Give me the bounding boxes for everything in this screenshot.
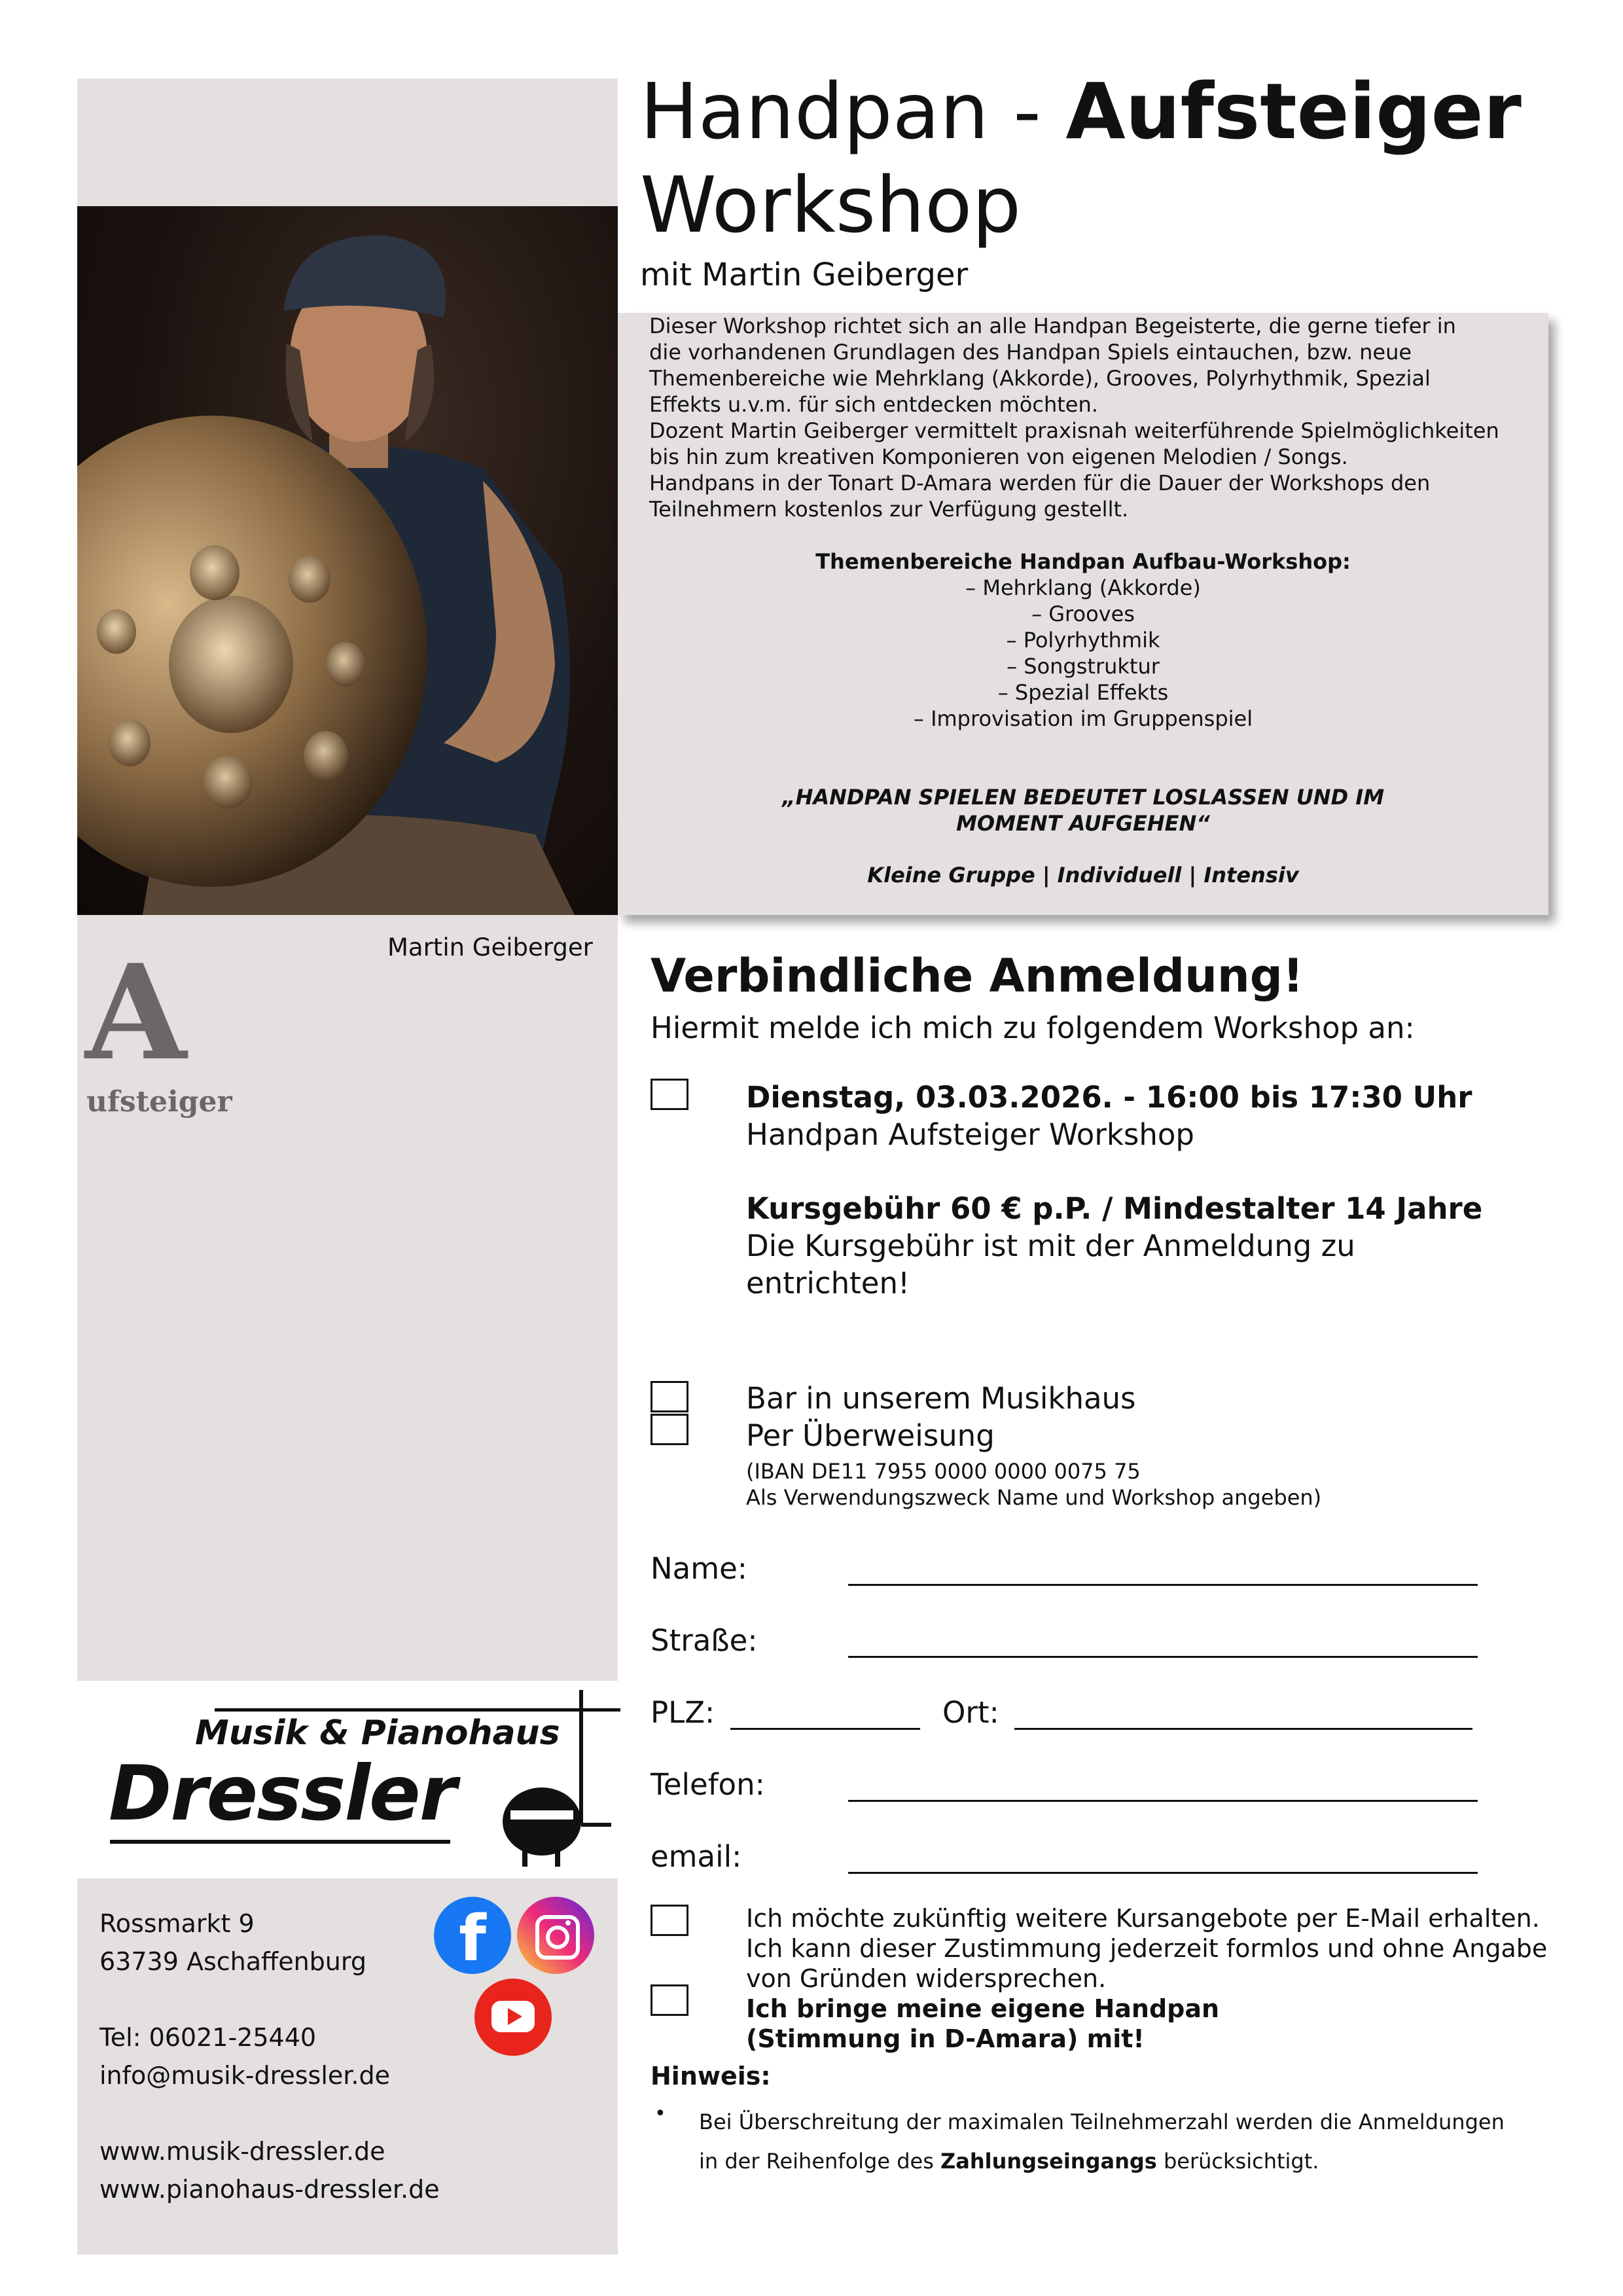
name-field[interactable] — [848, 1584, 1478, 1586]
instagram-icon[interactable] — [517, 1897, 594, 1974]
contact-email[interactable]: info@musik-dressler.de — [99, 2061, 390, 2090]
tagline: Kleine Gruppe | Individuell | Intensiv — [867, 863, 1299, 888]
facebook-icon[interactable]: f — [434, 1897, 511, 1974]
workshop-date: Dienstag, 03.03.2026. - 16:00 bis 17:30 Uhr — [746, 1080, 1472, 1115]
email-label: email: — [651, 1839, 742, 1874]
pay-cash-label: Bar in unserem Musikhaus — [746, 1381, 1136, 1416]
intro-line: Themenbereiche wie Mehrklang (Akkorde), Grooves, Polyrhythmik, Spezial — [649, 366, 1431, 391]
left-panel-middle — [77, 915, 618, 1681]
note-line2-bold: Zahlungseingangs — [940, 2149, 1157, 2174]
plz-field[interactable] — [730, 1728, 920, 1730]
topic-item: – Improvisation im Gruppenspiel — [913, 706, 1253, 731]
name-label: Name: — [651, 1551, 747, 1586]
fee-note-line1: Die Kursgebühr ist mit der Anmeldung zu — [746, 1229, 1355, 1263]
intro-line: bis hin zum kreativen Komponieren von eigenen Melodien / Songs. — [649, 444, 1348, 469]
plz-label: PLZ: — [651, 1695, 715, 1730]
bullet-icon: • — [654, 2102, 666, 2125]
phone-field[interactable] — [848, 1800, 1478, 1802]
youtube-icon[interactable] — [474, 1979, 552, 2056]
topic-item: – Songstruktur — [1007, 654, 1160, 679]
own-handpan-checkbox[interactable] — [651, 1984, 688, 2016]
pay-cash-checkbox[interactable] — [651, 1381, 688, 1412]
address-city: 63739 Aschaffenburg — [99, 1947, 366, 1976]
intro-line: Dieser Workshop richtet sich an alle Handpan Begeisterte, die gerne tiefer in — [649, 314, 1456, 338]
address-street: Rossmarkt 9 — [99, 1909, 255, 1938]
intro-line: Handpans in der Tonart D-Amara werden für die Dauer der Workshops den — [649, 471, 1431, 495]
pay-transfer-checkbox[interactable] — [651, 1414, 688, 1445]
brand-line1: Musik & Pianohaus — [195, 1713, 560, 1753]
dressler-logo — [77, 1681, 618, 1878]
quote-line2: MOMENT AUFGEHEN“ — [956, 811, 1210, 836]
contact-panel — [77, 1878, 618, 2255]
aufsteiger-logo-word: ufsteiger — [86, 1085, 232, 1119]
ort-label: Ort: — [942, 1695, 999, 1730]
ort-field[interactable] — [1014, 1728, 1472, 1730]
street-label: Straße: — [651, 1623, 758, 1658]
topics-list — [618, 548, 1548, 732]
intro-line: Teilnehmern kostenlos zur Verfügung gestellt. — [649, 497, 1129, 522]
topic-item: – Spezial Effekts — [997, 680, 1169, 705]
piano-icon — [483, 1687, 614, 1877]
note-line2 — [699, 2142, 1505, 2181]
quote — [618, 784, 1548, 836]
aufsteiger-logo-letter: A — [85, 936, 187, 1090]
note-title: Hinweis: — [651, 2062, 771, 2090]
newsletter-checkbox[interactable] — [651, 1905, 688, 1936]
quote-line1: „HANDPAN SPIELEN BEDEUTET LOSLASSEN UND IM — [781, 785, 1385, 810]
page-title-line1 — [640, 65, 1522, 157]
note-line2-pre: in der Reihenfolge des — [699, 2149, 941, 2174]
own-handpan-line2: (Stimmung in D-Amara) mit! — [746, 2024, 1145, 2053]
consent-line3: von Gründen widersprechen. — [746, 1964, 1107, 1993]
intro-line: die vorhandenen Grundlagen des Handpan Spiels eintauchen, bzw. neue — [649, 340, 1412, 365]
iban-note: Als Verwendungszweck Name und Workshop angeben) — [746, 1485, 1322, 1510]
iban: (IBAN DE11 7955 0000 0000 0075 75 — [746, 1459, 1141, 1484]
brand-line2: Dressler — [109, 1749, 455, 1838]
consent-line2: Ich kann dieser Zustimmung jederzeit formlos und ohne Angabe — [746, 1934, 1548, 1963]
contact-phone: Tel: 06021-25440 — [99, 2023, 317, 2052]
course-fee: Kursgebühr 60 € p.P. / Mindestalter 14 Jahre — [746, 1191, 1483, 1226]
title-prefix: Handpan - — [640, 66, 1066, 156]
intro-line: Dozent Martin Geiberger vermittelt praxisnah weiterführende Spielmöglichkeiten — [649, 418, 1499, 443]
own-handpan-line1: Ich bringe meine eigene Handpan — [746, 1994, 1220, 2023]
registration-title: Verbindliche Anmeldung! — [651, 949, 1304, 1003]
pay-transfer-label: Per Überweisung — [746, 1418, 995, 1453]
intro-text — [649, 313, 1533, 522]
handpan-player-illustration — [77, 206, 618, 915]
topics-heading: Themenbereiche Handpan Aufbau-Workshop: — [815, 549, 1351, 574]
topic-item: – Polyrhythmik — [1006, 628, 1160, 653]
website-musik[interactable]: www.musik-dressler.de — [99, 2137, 385, 2166]
workshop-name: Handpan Aufsteiger Workshop — [746, 1117, 1194, 1152]
topic-item: – Grooves — [1031, 601, 1135, 626]
note-line2-post: berücksichtigt. — [1156, 2149, 1319, 2174]
email-field[interactable] — [848, 1872, 1478, 1874]
left-panel-top — [77, 79, 618, 206]
street-field[interactable] — [848, 1656, 1478, 1658]
note-line1: Bei Überschreitung der maximalen Teilnehmerzahl werden die Anmeldungen — [699, 2109, 1505, 2134]
intro-line: Effekts u.v.m. für sich entdecken möchten. — [649, 392, 1098, 417]
phone-label: Telefon: — [651, 1767, 765, 1802]
page-title-line2: Workshop — [640, 160, 1022, 250]
portrait-photo — [77, 206, 618, 915]
photo-caption: Martin Geiberger — [387, 933, 593, 961]
topic-item: – Mehrklang (Akkorde) — [965, 575, 1201, 600]
consent-line1: Ich möchte zukünftig weitere Kursangebote per E-Mail erhalten. — [746, 1904, 1540, 1933]
registration-subtitle: Hiermit melde ich mich zu folgendem Workshop an: — [651, 1011, 1415, 1045]
page-subtitle: mit Martin Geiberger — [640, 257, 969, 293]
website-pianohaus[interactable]: www.pianohaus-dressler.de — [99, 2175, 440, 2204]
workshop-checkbox[interactable] — [651, 1079, 688, 1110]
workshop-info-box — [618, 313, 1548, 915]
title-bold: Aufsteiger — [1065, 66, 1522, 156]
fee-note-line2: entrichten! — [746, 1266, 910, 1300]
